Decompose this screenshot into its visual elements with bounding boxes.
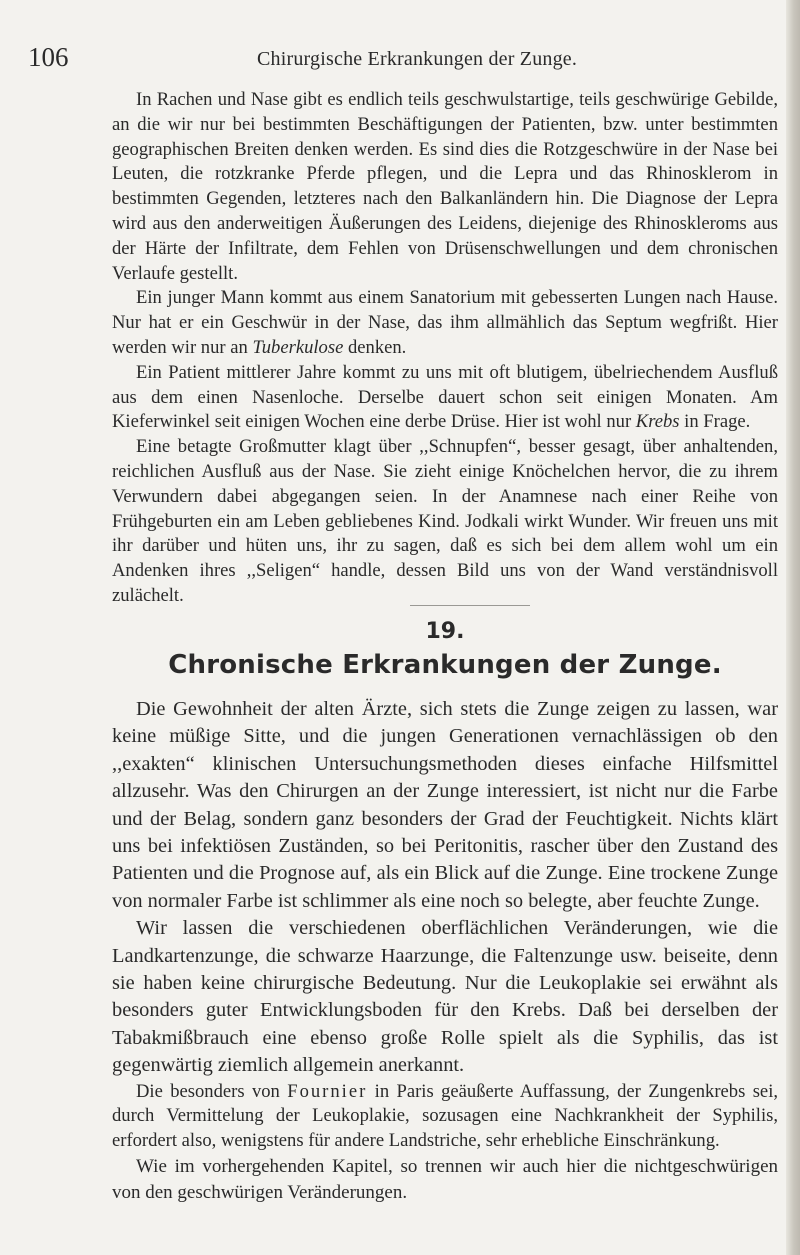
paragraph-kapitel: Wie im vorhergehenden Kapitel, so trennen wir auch hier die nichtgeschwürigen von den geschwürigen Veränderungen. <box>112 1156 778 1203</box>
page-number: 106 <box>28 42 69 72</box>
paragraph-tuberkulose: Ein junger Mann kommt aus einem Sanatorium mit gebesserten Lungen nach Hause. Nur hat er ein Geschwür in der Nase, das ihm allmählich das Septum wegfrißt. Hier werden wir nur an Tuberkulose denken. <box>112 287 778 358</box>
page-edge-shadow <box>786 0 800 1255</box>
text-block-section <box>112 696 778 1205</box>
paragraph-veraenderungen: Wir lassen die verschiedenen oberflächlichen Veränderungen, wie die Landkartenzunge, die schwarze Haarzunge, die Faltenzunge usw. beiseite, denn sie haben keine chirurgische Bedeutung. Nur die Leukoplakie sei erwähnt als besonders guter Entwicklungsboden für den Krebs. Daß bei derselben der Tabakmißbrauch eine ebenso große Rolle spielt als die Syphilis, das ist gegenwärtig ziemlich allgemein anerkannt. <box>112 917 778 1077</box>
name-fournier: Fournier <box>287 1080 368 1102</box>
paragraph-rachen-nase: In Rachen und Nase gibt es endlich teils geschwulstartige, teils geschwürige Gebilde, an die wir nur bei bestimmten Beschäftigungen der Patienten, bzw. unter bestimmten geographischen Breiten denken werden. Es sind dies die Rotzgeschwüre in der Nase bei Leuten, die rotzkranke Pferde pflegen, und die Lepra und das Rhinosklerom in bestimmten Gegenden, letzteres nach den Balkanländern hin. Die Diagnose der Lepra wird aus den anderweitigen Äußerungen des Leidens, diejenige des Rhinoskleroms aus der Härte der Infiltrate, dem Fehlen von Drüsenschwellungen und dem chronischen Verlaufe gestellt. <box>112 89 778 284</box>
paragraph-fournier: Die besonders von Fournier in Paris geäußerte Auffassung, der Zungenkrebs sei, durch Vermittelung der Leukoplakie, sozusagen eine Nachkrankheit der Syphilis, erfordert also, wenigstens für andere Landstriche, sehr erhebliche Einschränkung. <box>112 1080 779 1152</box>
paragraph-krebs: Ein Patient mittlerer Jahre kommt zu uns mit oft blutigem, übelriechendem Ausfluß aus dem einen Nasenloche. Derselbe dauert schon seit einigen Monaten. Am Kieferwinkel seit einigen Wochen eine derbe Drüse. Hier ist wohl nur Krebs in Frage. <box>112 361 778 433</box>
emphasis-krebs: Krebs <box>635 411 680 433</box>
section-title: Chronische Erkrankungen der Zunge. <box>168 650 722 680</box>
section-number: 19. <box>425 619 465 644</box>
running-title: Chirurgische Erkrankungen der Zunge. <box>257 48 578 70</box>
emphasis-tuberkulose: Tuberkulose <box>252 336 344 358</box>
paragraph-gewohnheit: Die Gewohnheit der alten Ärzte, sich stets die Zunge zeigen zu lassen, war keine müßige Sitte, und die jungen Generationen vernachlässigen ob den ,,exakten“ klinischen Untersuchungsmethoden dieses einfache Hilfsmittel allzusehr. Was den Chirurgen an der Zunge interessiert, ist nicht nur die Farbe und der Belag, sondern ganz besonders der Grad der Feuchtigkeit. Nichts klärt uns bei infektiösen Zuständen, so bei Peritonitis, rascher über den Zustand des Patienten und die Prognose auf, als ein Blick auf die Zunge. Eine trockene Zunge von normaler Farbe ist schlimmer als eine noch so belegte, aber feuchte Zunge. <box>112 698 778 912</box>
section-heading <box>112 0 778 700</box>
paragraph-grossmutter: Eine betagte Großmutter klagt über ,,Schnupfen“, besser gesagt, über anhaltenden, reichlichen Ausfluß aus der Nase. Sie zieht einige Knöchelchen hervor, die zu ihrem Verwundern dabei abgegangen seien. In der Anamnese nach einer Reihe von Frühgeburten ein am Leben gebliebenes Kind. Jodkali wirkt Wunder. Wir freuen uns mit ihr darüber und hüten uns, ihr zu sagen, daß es sich bei dem allem wohl um ein Andenken ihres ,,Seligen“ handle, dessen Bild uns von der Wand verständnisvoll zulächelt. <box>112 436 778 606</box>
